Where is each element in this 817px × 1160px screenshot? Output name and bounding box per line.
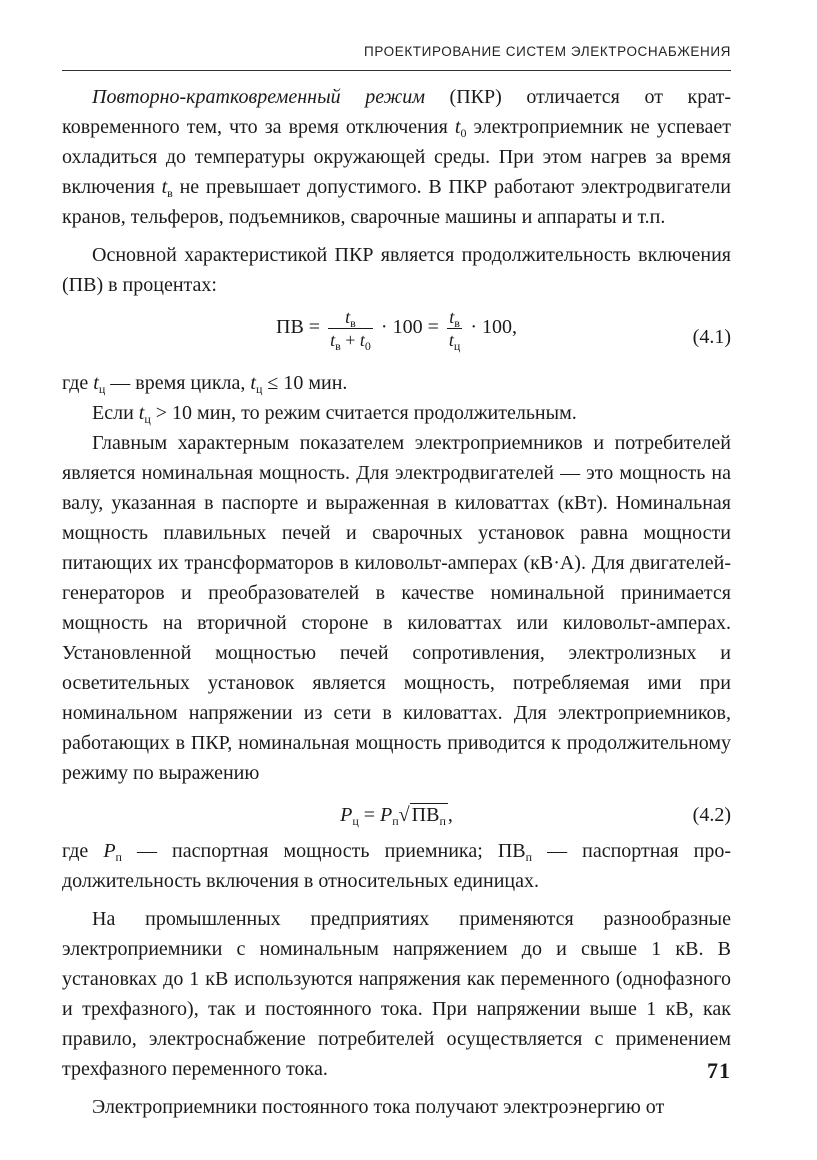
var-t: t: [345, 307, 351, 327]
var-t: t: [359, 330, 365, 350]
var-t: t: [161, 176, 168, 198]
subscript: ц: [255, 382, 263, 396]
page-number: 71: [707, 1058, 731, 1083]
paragraph-pkr-definition: [62, 82, 731, 232]
paragraph-dc-receivers: Электроприемники постоянного тока получают электроэнергию от: [92, 1096, 665, 1118]
subscript: п: [392, 814, 399, 828]
comma: ,: [447, 804, 453, 826]
subscript: ц: [352, 814, 359, 828]
var-t: t: [449, 307, 455, 327]
var-t: t: [250, 372, 256, 394]
paragraph-where-tc: [62, 368, 731, 398]
subscript: ц: [144, 412, 151, 426]
subscript: в: [350, 316, 356, 330]
text-segment: ПВ: [497, 840, 526, 862]
running-header: ПРОЕКТИРОВАНИЕ СИСТЕМ ЭЛЕКТРОСНАБЖЕНИЯ: [364, 44, 731, 59]
subscript: п: [439, 814, 446, 828]
equation-number: (4.2): [692, 804, 731, 826]
formula-expression: [62, 306, 731, 351]
subscript: 0: [364, 339, 371, 353]
paragraph-nominal-power: Главным характерным показателем электроприемников и потребителей является номинальная мощность. Для электродвигателей — это мощность на валу, указанная в паспорте и выраженная в киловаттах (кВт). Номинальная мощность плавильных печей и сварочных установок равна мощности питающих их трансформаторов в киловольт-амперах (кВ·А). Для двигателей-генераторов и преобразователей в качестве номинальной принимается мощность на вторичной стороне в киловаттах или киловольт-амперах. Установленной мощностью печей сопротивления, электролизных и осветительных установок является мощность, потребляемая ими при номинальном напряжении из сети в киловаттах. Для электроприемников, работающих в ПКР, номинальная мощность приводится к продолжительному режиму по выражению: [62, 432, 731, 784]
paragraph-where-pp: [62, 836, 731, 896]
subscript: ц: [98, 382, 106, 396]
subscript: 0: [460, 126, 467, 140]
subscript: ц: [453, 339, 461, 353]
fraction-numerator: [328, 306, 373, 329]
paragraph-voltages: На промышленных предприятиях применяются разнообразные электроприемники с номинальным напряжением до и свыше 1 кВ. В установках до 1 кВ используются напряжения как переменного (однофазного и трехфазного), так и постоянного тока. При напряжении выше 1 кВ, как правило, электроснабжение потребителей осуществляется с применением трехфазного переменного тока.: [62, 908, 731, 1080]
subscript: в: [454, 316, 460, 330]
var-t: t: [454, 116, 461, 138]
fraction-denominator: [328, 329, 373, 351]
fraction-denominator: [447, 329, 462, 351]
formula-lhs: ПВ =: [276, 316, 321, 339]
paragraph-pv-intro: Основной характеристикой ПКР является продолжительность включения (ПВ) в процентах:: [62, 244, 731, 296]
text-segment: — паспортная продолжительность включения в относительных единицах.: [62, 840, 731, 892]
fraction-1: [328, 306, 373, 351]
subscript: в: [335, 339, 341, 353]
formula-4-1: [62, 306, 731, 368]
fraction-numerator: [447, 306, 462, 329]
text-segment: где: [62, 840, 104, 862]
sqrt-icon: √: [398, 804, 410, 826]
term-pkr: Повторно-кратковременный режим: [92, 86, 425, 108]
var-p: P: [103, 840, 116, 862]
equals-sign: =: [358, 804, 381, 826]
formula-mult: · 100 =: [380, 316, 439, 339]
radicand: [410, 803, 448, 826]
var-p: P: [340, 804, 353, 826]
var-p: P: [380, 804, 393, 826]
formula-mult: · 100,: [470, 316, 517, 339]
subscript: п: [525, 850, 533, 864]
text-segment: Если: [92, 402, 139, 424]
radicand-text: ПВ: [411, 804, 440, 826]
var-t: t: [93, 372, 99, 394]
text-segment: > 10 мин, то режим считается продолжительным.: [150, 402, 577, 424]
var-t: t: [138, 402, 145, 424]
var-t: t: [330, 330, 336, 350]
text-segment: не превышает допустимого. В ПКР работают электродвигатели кранов, тельферов, подъемников, сварочные машины и аппараты и т.п.: [62, 176, 731, 228]
formula-expression: [62, 800, 731, 830]
paragraph-if-tc: [62, 398, 731, 428]
text-segment: — время цикла,: [105, 372, 251, 394]
subscript: в: [167, 186, 173, 200]
formula-4-2: [62, 792, 731, 836]
page-body: [62, 82, 731, 1122]
text-segment: где: [62, 372, 94, 394]
text-segment: ≤ 10 мин.: [262, 372, 348, 394]
fraction-2: [447, 306, 462, 351]
var-t: t: [448, 330, 454, 350]
plus-sign: +: [340, 330, 360, 350]
equation-number: (4.1): [692, 326, 731, 348]
text-segment: электроприемник не успевает охладиться до температуры окружающей среды. При этом нагрев за время включения: [62, 116, 731, 198]
header-rule: [62, 70, 731, 71]
subscript: п: [115, 850, 122, 864]
text-segment: — паспортная мощность приемника;: [121, 840, 498, 862]
text-segment: (ПКР) отличается от кратковременного тем, что за время отключения: [62, 86, 731, 138]
